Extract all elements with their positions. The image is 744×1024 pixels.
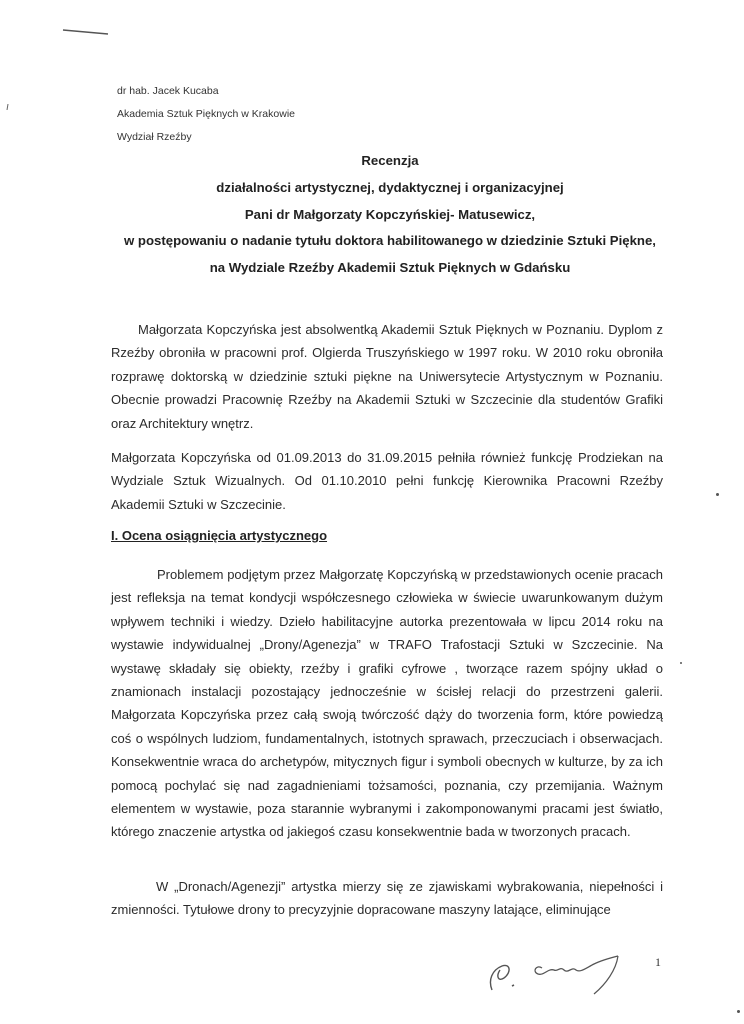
title-procedure: w postępowaniu o nadanie tytułu doktora habilitowanego w dziedzinie Sztuki Piękne,	[124, 233, 656, 249]
reviewer-institution: Akademia Sztuk Pięknych w Krakowie	[117, 108, 295, 120]
scan-speck	[716, 493, 719, 496]
pen-stroke-mark	[62, 28, 110, 36]
handwritten-signature	[478, 940, 628, 1000]
document-title-block	[60, 148, 720, 282]
paragraph-positions: Małgorzata Kopczyńska od 01.09.2013 do 31.09.2015 pełniła również funkcję Prodziekan na Wydziale Sztuk Wizualnych. Od 01.10.2010 pełni funkcję Kierownika Pracowni Rzeźby Akademii Sztuki w Szczecinie.	[111, 450, 663, 512]
title-candidate: Pani dr Małgorzaty Kopczyńskiej- Matusewicz,	[244, 206, 536, 222]
title-scope: działalności artystycznej, dydaktycznej i organizacyjnej	[216, 179, 564, 195]
reviewer-header	[117, 80, 295, 149]
scan-speck	[737, 1010, 740, 1013]
section-heading: I. Ocena osiągnięcia artystycznego	[111, 528, 328, 543]
reviewer-department: Wydział Rzeźby	[117, 131, 192, 143]
title-faculty: na Wydziale Rzeźby Akademii Sztuk Pięknych w Gdańsku	[209, 260, 571, 276]
paragraph-education: Małgorzata Kopczyńska jest absolwentką Akademii Sztuk Pięknych w Poznaniu. Dyplom z Rzeźby obroniła w pracowni prof. Olgierda Truszyńskiego w 1997 roku. W 2010 roku obroniła rozprawę doktorską w dziedzinie sztuki piękne na Uniwersytecie Artystycznym w Poznaniu. Obecnie prowadzi Pracownię Rzeźby na Akademii Sztuki w Szczecinie dla studentów Grafiki oraz Architektury wnętrz.	[111, 322, 663, 431]
page-number: 1	[655, 955, 661, 969]
paragraph-drony: W „Dronach/Agenezji” artystka mierzy się ze zjawiskami wybrakowania, niepełności i zmienności. Tytułowe drony to precyzyjnie dopracowane maszyny latające, eliminujące	[111, 879, 663, 918]
paragraph-artistic-achievement: Problemem podjętym przez Małgorzatę Kopczyńską w przedstawionych ocenie pracach jest refleksja na temat kondycji współczesnego człowieka w świecie uwarunkowanym dużym wpływem techniki i wiedzy. Dzieło habilitacyjne autorka prezentowała w lipcu 2014 roku na wystawie indywidualnej „Drony/Agenezja” w TRAFO Trafostacji Sztuki w Szczecinie. Na wystawę składały się obiekty, rzeźby i grafiki cyfrowe , tworzące razem spójny układ o znamionach instalacji pozostający jednocześnie w ścisłej relacji do przestrzeni galerii. Małgorzata Kopczyńska przez całą swoją twórczość dąży do tworzenia form, które powiedzą coś o wspólnych ludziom, fundamentalnych, istotnych sprawach, przeczuciach i obserwacjach. Konsekwentnie wraca do archetypów, mitycznych figur i symboli obecnych w kulturze, by za ich pomocą pochylać się nad zagadnieniami tożsamości, poznania, czy przemijania. Ważnym elementem w wystawie, poza starannie wybranymi i zakomponowanymi pracami jest światło, którego znaczenie artystka od jakiegoś czasu konsekwentnie bada w tworzonych pracach.	[111, 567, 663, 840]
title-recenzja: Recenzja	[361, 153, 419, 168]
reviewer-name: dr hab. Jacek Kucaba	[117, 85, 219, 97]
scan-speck	[680, 662, 682, 664]
margin-tick-mark	[6, 104, 9, 110]
